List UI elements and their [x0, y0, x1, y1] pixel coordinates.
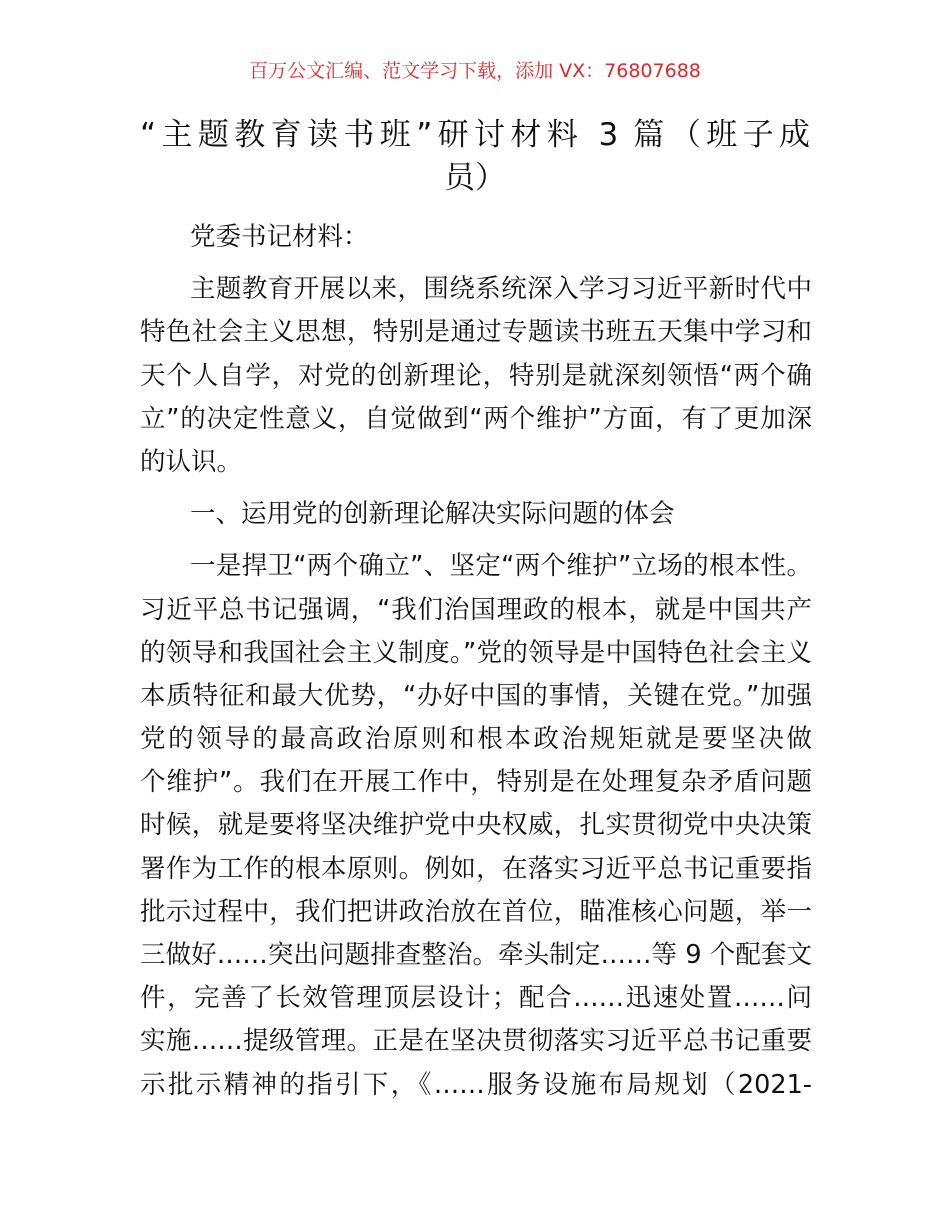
paragraph-line: 党的领导的最高政治原则和根本政治规矩就是要坚决做	[140, 724, 812, 755]
paragraph-line: 件，完善了长效管理顶层设计；配合……迅速处置……问	[140, 983, 812, 1014]
paragraph-line: 立”的决定性意义，自觉做到“两个维护”方面，有了更加深	[140, 403, 812, 434]
paragraph-line: 天个人自学，对党的创新理论，特别是就深刻领悟“两个确	[140, 360, 812, 391]
paragraph-line: 示批示精神的指引下，《……服务设施布局规划（2021-	[140, 1069, 812, 1100]
document-title	[140, 114, 810, 200]
paragraph-line: 三做好……突出问题排查整治。牵头制定……等 9 个配套文	[140, 940, 812, 970]
paragraph-line: 特色社会主义思想，特别是通过专题读书班五天集中学习和	[140, 317, 812, 348]
paragraph-line: 个维护”。我们在开展工作中，特别是在处理复杂矛盾问题	[140, 767, 812, 798]
paragraph-line: 署作为工作的根本原则。例如，在落实习近平总书记重要指	[140, 853, 812, 884]
title-line-2: 员）	[444, 160, 506, 196]
paragraph-line: 一、运用党的创新理论解决实际问题的体会	[190, 499, 675, 530]
watermark-header: 百万公文汇编、范文学习下载，添加 VX：76807688	[249, 60, 701, 82]
paragraph-line: 批示过程中，我们把讲政治放在首位，瞄准核心问题，举一	[140, 896, 812, 927]
paragraph-line: 时候，就是要将坚决维护党中央权威，扎实贯彻党中央决策	[140, 810, 812, 841]
paragraph-line: 实施……提级管理。正是在坚决贯彻落实习近平总书记重要	[140, 1026, 812, 1057]
paragraph	[140, 545, 812, 1106]
paragraph	[140, 493, 812, 536]
document-body	[140, 216, 812, 1116]
paragraph-line: 一是捍卫“两个确立”、坚定“两个维护”立场的根本性。	[190, 551, 812, 582]
paragraph-line: 本质特征和最大优势，“办好中国的事情，关键在党。”加强	[140, 680, 812, 711]
paragraph-line: 的认识。	[140, 446, 243, 477]
paragraph	[140, 268, 812, 484]
paragraph-line: 的领导和我国社会主义制度。”党的领导是中国特色社会主义	[140, 637, 812, 668]
paragraph-line: 党委书记材料：	[190, 222, 369, 252]
paragraph-line: 主题教育开展以来，围绕系统深入学习习近平新时代中	[190, 274, 812, 305]
paragraph-line: 习近平总书记强调，“我们治国理政的根本，就是中国共产	[140, 594, 812, 625]
paragraph	[140, 216, 812, 259]
title-line-1: “主题教育读书班”研讨材料 3 篇（班子成	[140, 117, 810, 153]
